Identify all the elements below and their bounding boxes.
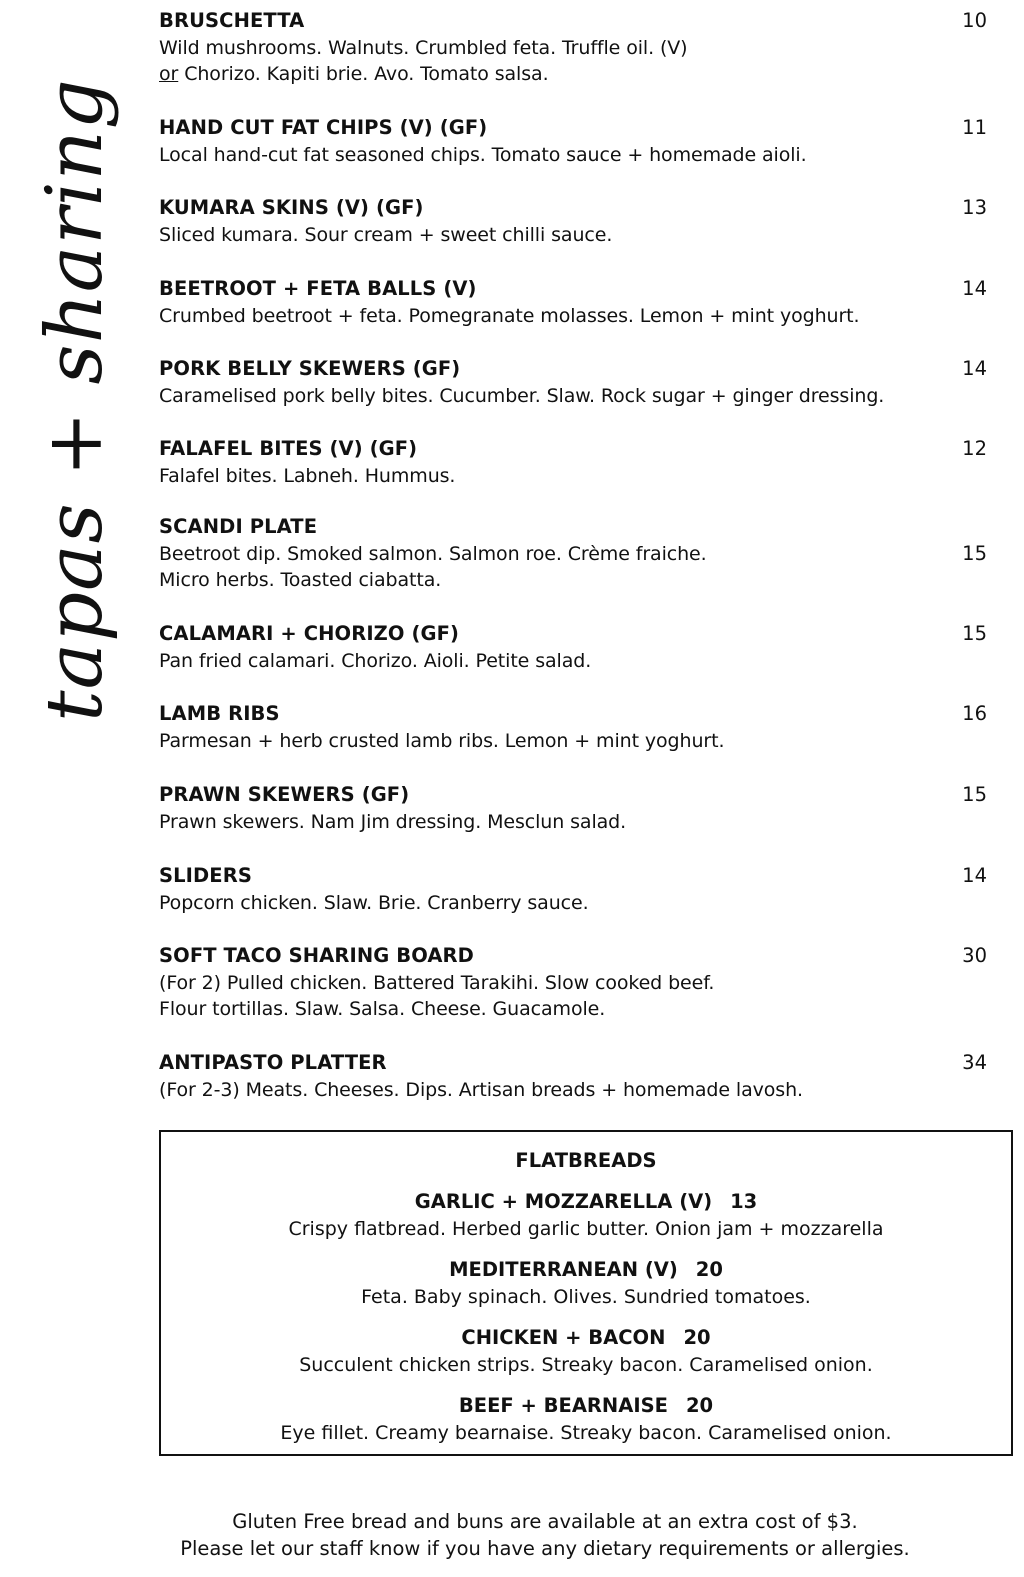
item-description: Micro herbs. Toasted ciabatta. — [159, 569, 442, 592]
item-name: HAND CUT FAT CHIPS (V) (GF) — [159, 116, 488, 139]
item-name: FALAFEL BITES (V) (GF) — [159, 437, 418, 460]
item-description: Caramelised pork belly bites. Cucumber. Slaw. Rock sugar + ginger dressing. — [159, 384, 885, 407]
item-name: SLIDERS — [159, 864, 252, 887]
item-description: Pan fried calamari. Chorizo. Aioli. Petite salad. — [159, 649, 592, 672]
item-price: 14 — [962, 864, 987, 887]
flatbread-price: 20 — [685, 1394, 714, 1417]
item-description: Beetroot dip. Smoked salmon. Salmon roe. Crème fraiche. — [159, 542, 707, 565]
item-price: 16 — [962, 702, 987, 725]
item-name: ANTIPASTO PLATTER — [159, 1051, 387, 1074]
item-description: (For 2) Pulled chicken. Battered Tarakihi. Slow cooked beef. — [159, 971, 715, 994]
menu-item-falafel-bites — [159, 436, 987, 489]
item-name: BEETROOT + FETA BALLS (V) — [159, 277, 477, 300]
menu-item-calamari-chorizo — [159, 621, 987, 674]
flatbread-item-beef-bearnaise — [161, 1393, 1011, 1446]
menu-item-sliders — [159, 863, 987, 916]
item-name: PORK BELLY SKEWERS (GF) — [159, 357, 461, 380]
item-price: 15 — [962, 622, 987, 645]
flatbread-price: 13 — [730, 1190, 758, 1213]
item-price: 34 — [962, 1051, 987, 1074]
item-description: (For 2-3) Meats. Cheeses. Dips. Artisan breads + homemade lavosh. — [159, 1078, 803, 1101]
flatbread-name: GARLIC + MOZZARELLA (V) — [414, 1190, 713, 1213]
dietary-footer — [0, 1508, 1024, 1562]
item-description: Prawn skewers. Nam Jim dressing. Mesclun salad. — [159, 810, 627, 833]
item-description: Local hand-cut fat seasoned chips. Tomato sauce + homemade aioli. — [159, 143, 807, 166]
item-price: 15 — [962, 783, 987, 806]
footer-line-gluten-free: Gluten Free bread and buns are available at an extra cost of $3. — [232, 1510, 858, 1533]
menu-item-prawn-skewers — [159, 782, 987, 835]
flatbread-description: Feta. Baby spinach. Olives. Sundried tomatoes. — [361, 1285, 811, 1308]
menu-item-kumara-skins — [159, 195, 987, 248]
item-name: SCANDI PLATE — [159, 515, 318, 538]
flatbread-description: Eye fillet. Creamy bearnaise. Streaky bacon. Caramelised onion. — [280, 1421, 892, 1444]
menu-item-soft-taco-board — [159, 943, 987, 1023]
item-description: Crumbed beetroot + feta. Pomegranate molasses. Lemon + mint yoghurt. — [159, 304, 860, 327]
flatbread-name: CHICKEN + BACON — [461, 1326, 666, 1349]
item-price: 15 — [962, 542, 987, 565]
flatbread-name: MEDITERRANEAN (V) — [449, 1258, 678, 1281]
menu-item-scandi-plate — [159, 514, 987, 594]
section-title: tapas + sharing — [30, 78, 120, 722]
menu-item-bruschetta — [159, 8, 987, 88]
menu-item-chips — [159, 115, 987, 168]
menu-item-antipasto-platter — [159, 1050, 987, 1103]
item-price: 13 — [962, 196, 987, 219]
item-description: Falafel bites. Labneh. Hummus. — [159, 464, 456, 487]
flatbread-description: Succulent chicken strips. Streaky bacon. Caramelised onion. — [299, 1353, 873, 1376]
flatbread-item-chicken-bacon — [161, 1325, 1011, 1378]
item-name: PRAWN SKEWERS (GF) — [159, 783, 410, 806]
item-description: Wild mushrooms. Walnuts. Crumbled feta. Truffle oil. (V) — [159, 36, 688, 59]
alt-prefix: or — [159, 63, 179, 86]
flatbread-item-mediterranean — [161, 1257, 1011, 1310]
item-description: Sliced kumara. Sour cream + sweet chilli sauce. — [159, 223, 613, 246]
flatbread-description: Crispy flatbread. Herbed garlic butter. Onion jam + mozzarella — [288, 1217, 884, 1240]
alt-rest: Chorizo. Kapiti brie. Avo. Tomato salsa. — [178, 63, 549, 86]
item-price: 14 — [962, 277, 987, 300]
item-description-alt — [159, 61, 987, 88]
menu-item-lamb-ribs — [159, 701, 987, 754]
item-price: 12 — [962, 437, 987, 460]
flatbreads-box — [159, 1130, 1013, 1456]
flatbread-item-garlic-mozzarella — [161, 1189, 1011, 1242]
item-name: SOFT TACO SHARING BOARD — [159, 944, 474, 967]
menu-item-beetroot-feta-balls — [159, 276, 987, 329]
flatbread-price: 20 — [695, 1258, 723, 1281]
item-name: CALAMARI + CHORIZO (GF) — [159, 622, 460, 645]
flatbread-name: BEEF + BEARNAISE — [458, 1394, 668, 1417]
flatbreads-heading: FLATBREADS — [515, 1149, 657, 1172]
flatbread-price: 20 — [683, 1326, 711, 1349]
item-description: Parmesan + herb crusted lamb ribs. Lemon + mint yoghurt. — [159, 729, 725, 752]
item-price: 14 — [962, 357, 987, 380]
item-description: Popcorn chicken. Slaw. Brie. Cranberry sauce. — [159, 891, 589, 914]
item-name: LAMB RIBS — [159, 702, 280, 725]
footer-line-allergies: Please let our staff know if you have any dietary requirements or allergies. — [180, 1537, 910, 1560]
item-price: 11 — [962, 116, 987, 139]
item-name: KUMARA SKINS (V) (GF) — [159, 196, 424, 219]
item-name: BRUSCHETTA — [159, 9, 305, 32]
menu-item-pork-belly-skewers — [159, 356, 987, 409]
item-price: 30 — [962, 944, 987, 967]
item-price: 10 — [962, 9, 987, 32]
item-description: Flour tortillas. Slaw. Salsa. Cheese. Guacamole. — [159, 998, 606, 1021]
